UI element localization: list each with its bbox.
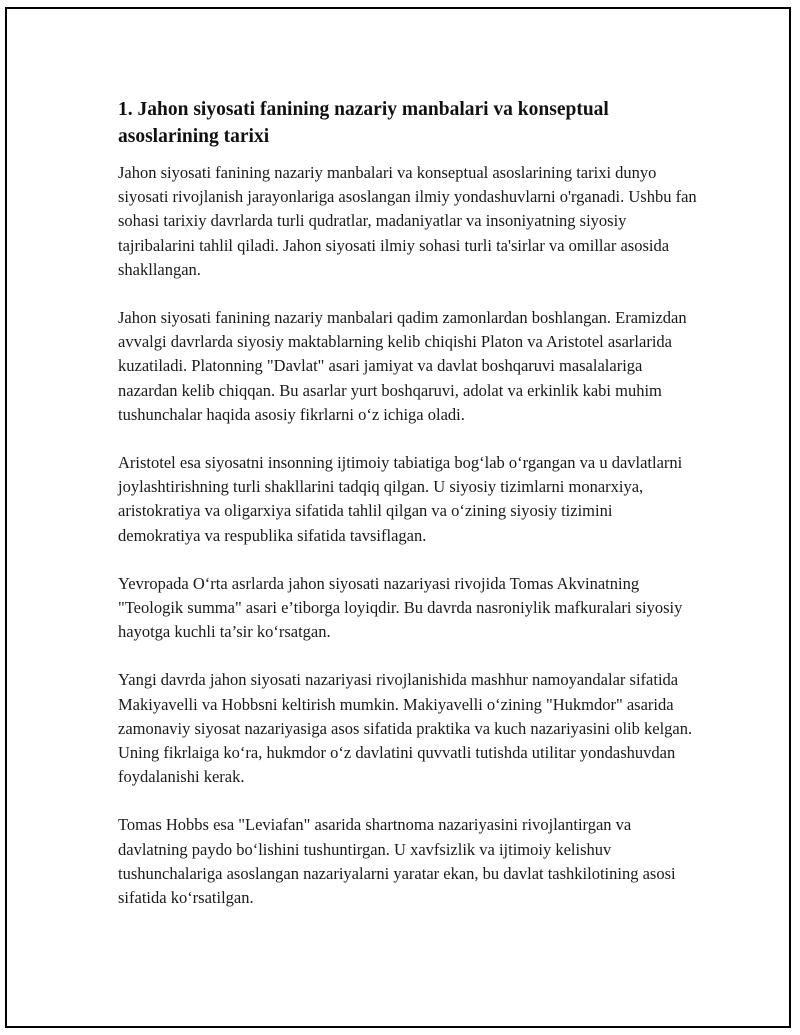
paragraph-intro: Jahon siyosati fanining nazariy manbalari va konseptual asoslarining tarixi dunyo siyosati rivojlanish jarayonlariga asoslangan ilmiy yondashuvlarni o'rganadi. Ushbu fan sohasi tarixiy davrlarda turli qudratlar, madaniyatlar va insoniyatning siyosiy tajribalarini tahlil qiladi. Jahon siyosati ilmiy sohasi turli ta'sirlar va omillar asosida shakllangan. <box>118 163 697 279</box>
paragraph-middle-ages: Yevropada O‘rta asrlarda jahon siyosati nazariyasi rivojida Tomas Akvinatning "Teologik summa" asari e’tiborga loyiqdir. Bu davrda nasroniylik mafkuralari siyosiy hayotga kuchli ta’sir ko‘rsatgan. <box>118 573 683 642</box>
paragraph-aristotle: Aristotel esa siyosatni insonning ijtimoiy tabiatiga bog‘lab o‘rgangan va u davlatlarni joylashtirishning turli shakllarini tadqiq qilgan. U siyosiy tizimlarni monarxiya, aristokratiya va oligarxiya sifatida tahlil qilgan va o‘zining siyosiy tizimini demokratiya va respublika sifatida tavsiflagan. <box>118 453 683 545</box>
document-body <box>118 96 698 934</box>
paragraph-modern-era: Yangi davrda jahon siyosati nazariyasi rivojlanishida mashhur namoyandalar sifatida Makiyavelli va Hobbsni keltirish mumkin. Makiyavelli o‘zining "Hukmdor" asarida zamonaviy siyosat nazariyasiga asos sifatida praktika va kuch nazariyasini olib kelgan. Uning fikrlaiga ko‘ra, hukmdor o‘z davlatini quvvatli tutishda utilitar yondashuvdan foydalanishi kerak. <box>118 670 693 787</box>
paragraph-ancient-sources: Jahon siyosati fanining nazariy manbalari qadim zamonlardan boshlangan. Eramizdan avvalgi davrlarda siyosiy maktablarning kelib chiqishi Platon va Aristotel asarlarida kuzatiladi. Platonning "Davlat" asari jamiyat va davlat boshqaruvi masalalariga nazardan kelib chiqqan. Bu asarlar yurt boshqaruvi, adolat va erkinlik kabi muhim tushunchalar haqida asosiy fikrlarni o‘z ichiga oladi. <box>118 308 687 424</box>
paragraph-hobbes: Tomas Hobbs esa "Leviafan" asarida shartnoma nazariyasini rivojlantirgan va davlatning paydo bo‘lishini tushuntirgan. U xavfsizlik va ijtimoiy kelishuv tushunchalariga asoslangan nazariyalarni yaratar ekan, bu davlat tashkilotining asosi sifatida ko‘rsatilgan. <box>118 815 676 908</box>
section-heading: 1. Jahon siyosati fanining nazariy manbalari va konseptual asoslarining tarixi <box>118 99 609 147</box>
